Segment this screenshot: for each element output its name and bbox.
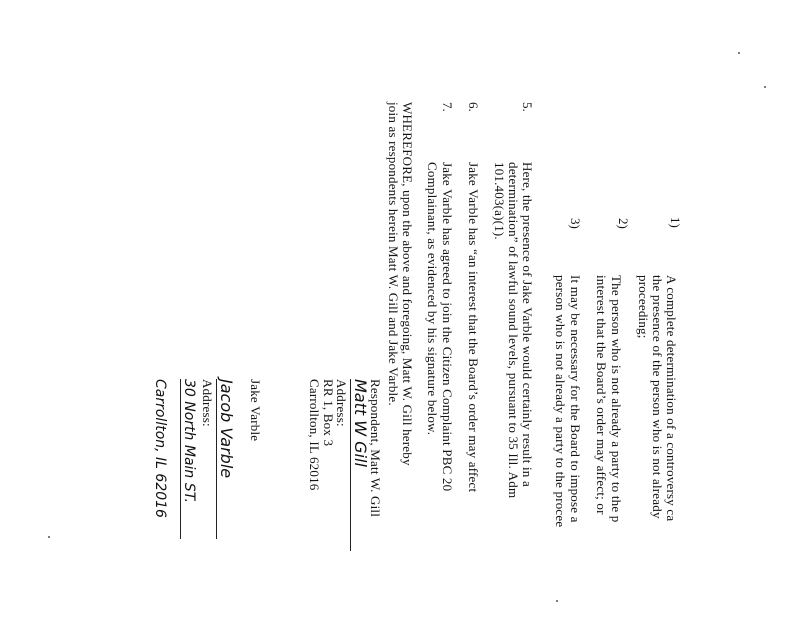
paragraph-5-line-1: Here, the presence of Jake Varble would certainly result in a	[520, 162, 535, 487]
gill-signature: Matt W Gill	[351, 379, 370, 467]
varble-address-label: Address:	[200, 379, 215, 427]
paragraph-5-line-3: 101.403(a)(1).	[492, 162, 507, 240]
item-2-line-2: interest that the Board’s order may affect; or	[594, 275, 609, 515]
varble-name: Jake Varble	[248, 379, 263, 442]
paragraph-5-line-2: determination” of lawful sound levels, pursuant to 35 Ill. Adm	[506, 162, 521, 499]
paragraph-6-line-1: Jake Varble has “an interest that the Board’s order may affect	[466, 162, 481, 493]
item-1-number: 1)	[668, 217, 683, 228]
gill-address-line-2: Carrollton, IL 62016	[307, 379, 322, 491]
varble-address-line-2: Carrollton, IL 62016	[152, 379, 168, 518]
wherefore-line-1: WHEREFORE, upon the above and foregoing, Matt W. Gill hereby	[400, 102, 415, 466]
gill-signature-line	[350, 379, 351, 551]
item-2-line-1: The person who is not already a party to the p	[609, 275, 624, 523]
gill-address-label: Address:	[334, 379, 349, 427]
scan-speck	[48, 536, 50, 538]
respondent-label: Respondent, Matt W. Gill	[368, 379, 383, 518]
item-2-number: 2)	[616, 218, 631, 229]
signature-block	[82, 102, 382, 618]
paragraph-5-number: 5.	[520, 102, 535, 112]
varble-signature-line	[216, 379, 217, 539]
item-1-line-1: A complete determination of a controversy ca	[664, 275, 679, 522]
varble-address-rule-1	[180, 379, 181, 539]
wherefore-line-2: join as respondents herein Matt W. Gill and Jake Varble.	[386, 102, 401, 406]
scan-speck	[764, 86, 766, 88]
paragraph-6-number: 6.	[466, 102, 481, 112]
item-1-line-3: proceeding;	[636, 275, 651, 339]
rotated-document-content	[382, 102, 682, 618]
paragraph-7-line-2: Complainant, as evidenced by his signature below.	[425, 162, 440, 436]
scan-speck	[738, 52, 740, 54]
paragraph-7-line-1: Jake Varble has agreed to join the Citizen Complaint PBC 20	[440, 162, 455, 492]
varble-address-line-1: 30 North Main ST.	[181, 379, 197, 503]
item-1-line-2: the presence of the person who is not already	[650, 275, 665, 519]
item-3-number: 3)	[568, 218, 583, 229]
gill-address-line-1: RR 1, Box 3	[321, 379, 336, 447]
item-3-line-2: person who is not already a party to the procee	[553, 275, 568, 528]
item-3-line-1: It may be necessary for the Board to impose a	[568, 275, 583, 523]
varble-signature: Jacob Varble	[217, 379, 236, 479]
paragraph-7-number: 7.	[440, 102, 455, 112]
